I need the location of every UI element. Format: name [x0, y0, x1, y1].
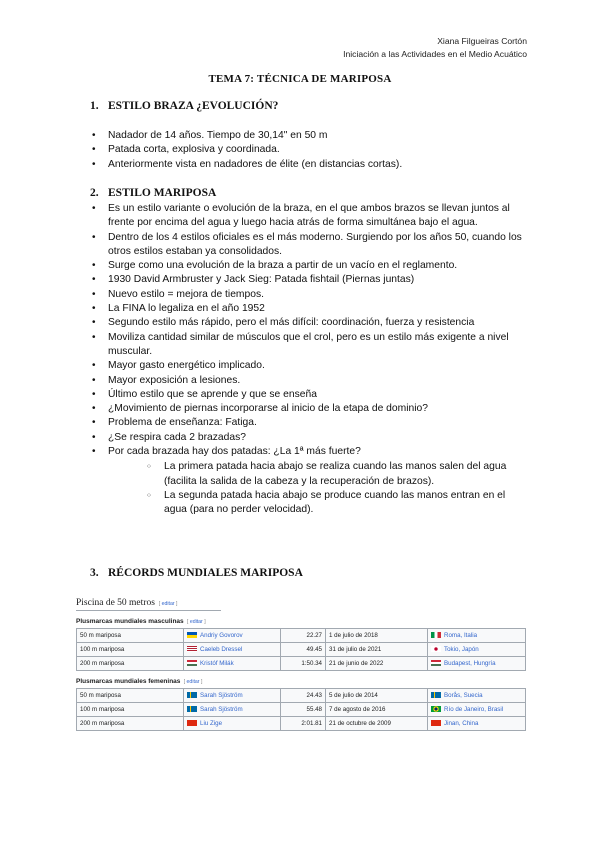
event-cell [77, 689, 184, 703]
date-cell [326, 643, 428, 657]
country-flag-icon [187, 720, 197, 726]
list-item: • ¿Se respira cada 2 brazadas? [90, 431, 530, 445]
record-time: 55.48 [306, 706, 322, 713]
time-cell [281, 657, 326, 671]
place-cell [428, 629, 526, 643]
record-date: 5 de julio de 2014 [329, 692, 378, 699]
list-item: • Dentro de los 4 estilos oficiales es el más moderno. Surgiendo por los años 50, cuando los otros estilos estaban ya consolidados. [90, 231, 530, 260]
place-cell [428, 689, 526, 703]
time-cell [281, 643, 326, 657]
list-item: • Anteriormente vista en nadadores de élite (en distancias cortas). [90, 158, 530, 172]
section-title: RÉCORDS MUNDIALES MARIPOSA [108, 567, 303, 579]
table-row [77, 703, 526, 717]
place-cell [428, 703, 526, 717]
list-item: • Nuevo estilo = mejora de tiempos. [90, 288, 530, 302]
swimmer-link[interactable]: Sarah Sjöström [200, 692, 243, 699]
list-item: • Mayor exposición a lesiones. [90, 374, 530, 388]
list-item: • 1930 David Armbruster y Jack Sieg: Patada fishtail (Piernas juntas) [90, 273, 530, 287]
swimmer-cell [184, 717, 281, 731]
section-2-heading [90, 187, 216, 199]
record-time: 22.27 [306, 632, 322, 639]
event-cell [77, 717, 184, 731]
swimmer-cell [184, 629, 281, 643]
swimmer-link[interactable]: Sarah Sjöström [200, 706, 243, 713]
women-records-heading [76, 678, 526, 685]
event-name: 50 m mariposa [80, 632, 121, 639]
event-name: 100 m mariposa [80, 646, 125, 653]
edit-link[interactable]: editar [186, 679, 200, 685]
event-cell [77, 629, 184, 643]
swimmer-cell [184, 657, 281, 671]
swimmer-cell [184, 689, 281, 703]
men-records-table [76, 628, 526, 671]
section-2-list [90, 202, 530, 518]
event-cell [77, 643, 184, 657]
record-time: 49.45 [306, 646, 322, 653]
section-1-list [90, 129, 530, 172]
list-item: • Patada corta, explosiva y coordinada. [90, 143, 530, 157]
event-cell [77, 657, 184, 671]
place-cell [428, 717, 526, 731]
list-item: • Nadador de 14 años. Tiempo de 30,14" en 50 m [90, 129, 530, 143]
section-number: 1. [90, 100, 99, 112]
country-flag-icon [187, 706, 197, 712]
list-item: • Surge como una evolución de la braza a partir de un vacío en el reglamento. [90, 259, 530, 273]
place-link[interactable]: Budapest, Hungría [444, 660, 496, 667]
list-item: • Segundo estilo más rápido, pero el más difícil: coordinación, fuerza y resistencia [90, 316, 530, 330]
section-number: 3. [90, 567, 99, 579]
country-flag-icon [431, 706, 441, 712]
edit-link-group: [ editar ] [157, 601, 178, 607]
country-flag-icon [187, 646, 197, 652]
time-cell [281, 703, 326, 717]
edit-link[interactable]: editar [189, 619, 203, 625]
sub-list [108, 460, 530, 517]
section-3-heading [90, 567, 303, 579]
event-cell [77, 703, 184, 717]
table-row [77, 689, 526, 703]
list-item: • Problema de enseñanza: Fatiga. [90, 416, 530, 430]
place-link[interactable]: Roma, Italia [444, 632, 478, 639]
date-cell [326, 689, 428, 703]
country-flag-icon [431, 632, 441, 638]
country-flag-icon [431, 720, 441, 726]
swimmer-link[interactable]: Kristóf Milák [200, 660, 234, 667]
table-row [77, 717, 526, 731]
event-name: 50 m mariposa [80, 692, 121, 699]
country-flag-icon [187, 692, 197, 698]
edit-link[interactable]: editar [161, 601, 175, 607]
swimmer-link[interactable]: Caeleb Dressel [200, 646, 243, 653]
section-number: 2. [90, 187, 99, 199]
date-cell [326, 717, 428, 731]
edit-link-group: [ editar ] [185, 619, 206, 625]
place-link[interactable]: Tokio, Japón [444, 646, 479, 653]
place-cell [428, 643, 526, 657]
list-item: • Mayor gasto energético implicado. [90, 359, 530, 373]
place-link[interactable]: Río de Janeiro, Brasil [444, 706, 504, 713]
swimmer-link[interactable]: Andriy Govorov [200, 632, 243, 639]
country-flag-icon [187, 632, 197, 638]
swimmer-cell [184, 643, 281, 657]
page-header [343, 35, 527, 61]
record-date: 21 de octubre de 2009 [329, 720, 391, 727]
record-time: 2:01.81 [301, 720, 322, 727]
men-records-title: Plusmarcas mundiales masculinas [76, 618, 184, 625]
country-flag-icon [431, 646, 441, 652]
women-records-title: Plusmarcas mundiales femeninas [76, 678, 181, 685]
edit-link-group: [ editar ] [182, 679, 203, 685]
list-item: • ¿Movimiento de piernas incorporarse al inicio de la etapa de dominio? [90, 402, 530, 416]
course-name: Iniciación a las Actividades en el Medio Acuático [343, 49, 527, 59]
place-cell [428, 657, 526, 671]
record-time: 1:50.34 [301, 660, 322, 667]
date-cell [326, 703, 428, 717]
record-date: 31 de julio de 2021 [329, 646, 382, 653]
list-item: • La FINA lo legaliza en el año 1952 [90, 302, 530, 316]
date-cell [326, 629, 428, 643]
world-records-screenshot [76, 598, 526, 731]
section-1-heading [90, 100, 278, 112]
section-title: ESTILO MARIPOSA [108, 187, 217, 199]
table-row [77, 643, 526, 657]
women-records-table [76, 688, 526, 731]
country-flag-icon [187, 660, 197, 666]
event-name: 100 m mariposa [80, 706, 125, 713]
swimmer-cell [184, 703, 281, 717]
document-title: TEMA 7: TÉCNICA DE MARIPOSA [208, 73, 392, 85]
pool-heading [76, 598, 221, 611]
pool-heading-text: Piscina de 50 metros [76, 598, 155, 608]
record-date: 1 de julio de 2018 [329, 632, 378, 639]
date-cell [326, 657, 428, 671]
record-date: 21 de junio de 2022 [329, 660, 384, 667]
sub-list-item: ○ La primera patada hacia abajo se realiza cuando las manos salen del agua (facilita la salida de la cabeza y la recuperación de brazos). [147, 460, 530, 489]
list-item [90, 445, 530, 517]
place-link[interactable]: Borås, Suecia [444, 692, 483, 699]
swimmer-link[interactable]: Liu Zige [200, 720, 223, 727]
table-row [77, 629, 526, 643]
list-item-text: Por cada brazada hay dos patadas: ¿La 1ª más fuerte? [108, 446, 361, 458]
country-flag-icon [431, 692, 441, 698]
time-cell [281, 689, 326, 703]
list-item: • Último estilo que se aprende y que se enseña [90, 388, 530, 402]
country-flag-icon [431, 660, 441, 666]
place-link[interactable]: Jinan, China [444, 720, 479, 727]
event-name: 200 m mariposa [80, 720, 125, 727]
sub-list-item: ○ La segunda patada hacia abajo se produce cuando las manos entran en el agua (para no perder velocidad). [147, 489, 530, 518]
table-row [77, 657, 526, 671]
time-cell [281, 629, 326, 643]
men-records-heading [76, 618, 526, 625]
record-time: 24.43 [306, 692, 322, 699]
record-date: 7 de agosto de 2016 [329, 706, 386, 713]
time-cell [281, 717, 326, 731]
section-title: ESTILO BRAZA ¿EVOLUCIÓN? [108, 100, 279, 112]
event-name: 200 m mariposa [80, 660, 125, 667]
list-item: • Moviliza cantidad similar de músculos que el crol, pero es un estilo más exigente a nivel muscular. [90, 331, 530, 360]
list-item: • Es un estilo variante o evolución de la braza, en el que ambos brazos se llevan juntos al frente por encima del agua y luego hacia atrás de forma simultánea bajo el agua. [90, 202, 530, 231]
author-name: Xiana Filgueiras Cortón [437, 36, 527, 46]
